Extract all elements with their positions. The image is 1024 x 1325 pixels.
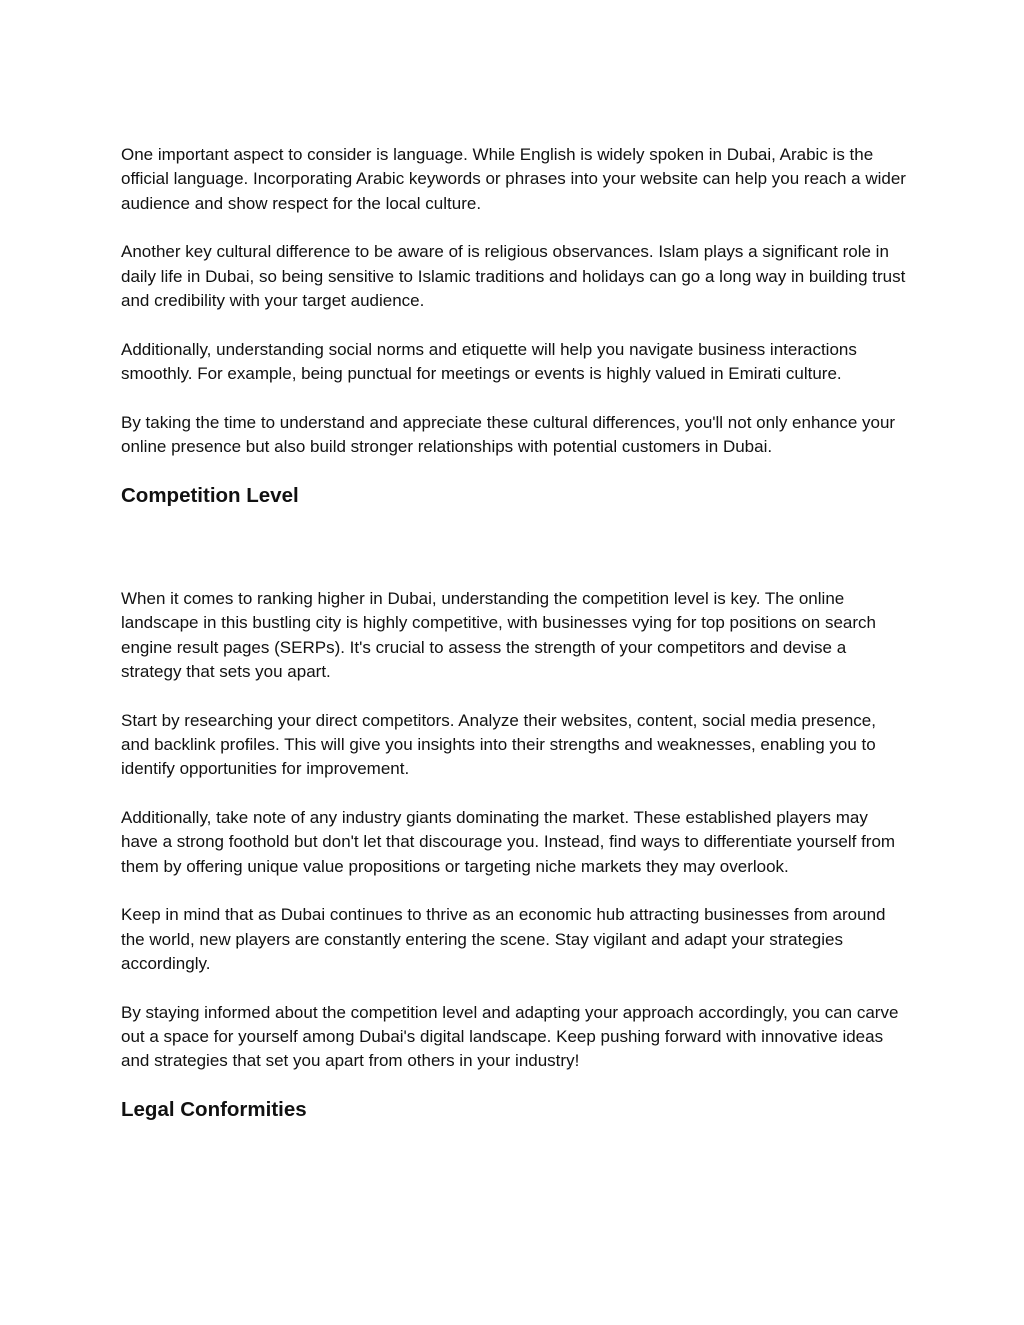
paragraph-industry-giants: Additionally, take note of any industry giants dominating the market. These established players may have a strong foothold but don't let that discourage you. Instead, find ways to differentiate yourself from them by offering unique value propositions or targeting niche markets they may overlook. — [121, 808, 896, 876]
paragraph-religious-observances: Another key cultural difference to be aware of is religious observances. Islam plays a significant role in daily life in Dubai, so being sensitive to Islamic traditions and holidays can go a long way in building trust and credibility with your target audience. — [121, 242, 906, 310]
paragraph-competition-intro: When it comes to ranking higher in Dubai, understanding the competition level is key. The online landscape in this bustling city is highly competitive, with businesses vying for top positions on search engine result pages (SERPs). It's crucial to assess the strength of your competitors and devise a strategy that sets you apart. — [121, 588, 876, 681]
heading-legal-conformities: Legal Conformities — [121, 1098, 307, 1122]
paragraph-social-norms: Additionally, understanding social norms and etiquette will help you navigate business interactions smoothly. For example, being punctual for meetings or events is highly valued in Emirati culture. — [121, 339, 857, 384]
heading-competition-level: Competition Level — [121, 483, 299, 507]
paragraph-cultural-summary: By taking the time to understand and appreciate these cultural differences, you'll not only enhance your online presence but also build stronger relationships with potential customers in Dubai. — [121, 412, 896, 457]
paragraph-direct-competitors: Start by researching your direct competitors. Analyze their websites, content, social media presence, and backlink profiles. This will give you insights into their strengths and weaknesses, enabling you to identify opportunities for improvement. — [121, 710, 876, 779]
document-body — [121, 143, 906, 1122]
paragraph-competition-summary: By staying informed about the competition level and adapting your approach accordingly, you can carve out a space for yourself among Dubai's digital landscape. Keep pushing forward with innovative ideas and strategies that set you apart from others in your industry! — [121, 1002, 899, 1071]
paragraph-new-players: Keep in mind that as Dubai continues to thrive as an economic hub attracting businesses from around the world, new players are constantly entering the scene. Stay vigilant and adapt your strategies accordingly. — [121, 905, 886, 974]
paragraph-language: One important aspect to consider is language. While English is widely spoken in Dubai, Arabic is the official language. Incorporating Arabic keywords or phrases into your website can help you reach a wider audience and show respect for the local culture. — [121, 145, 906, 213]
